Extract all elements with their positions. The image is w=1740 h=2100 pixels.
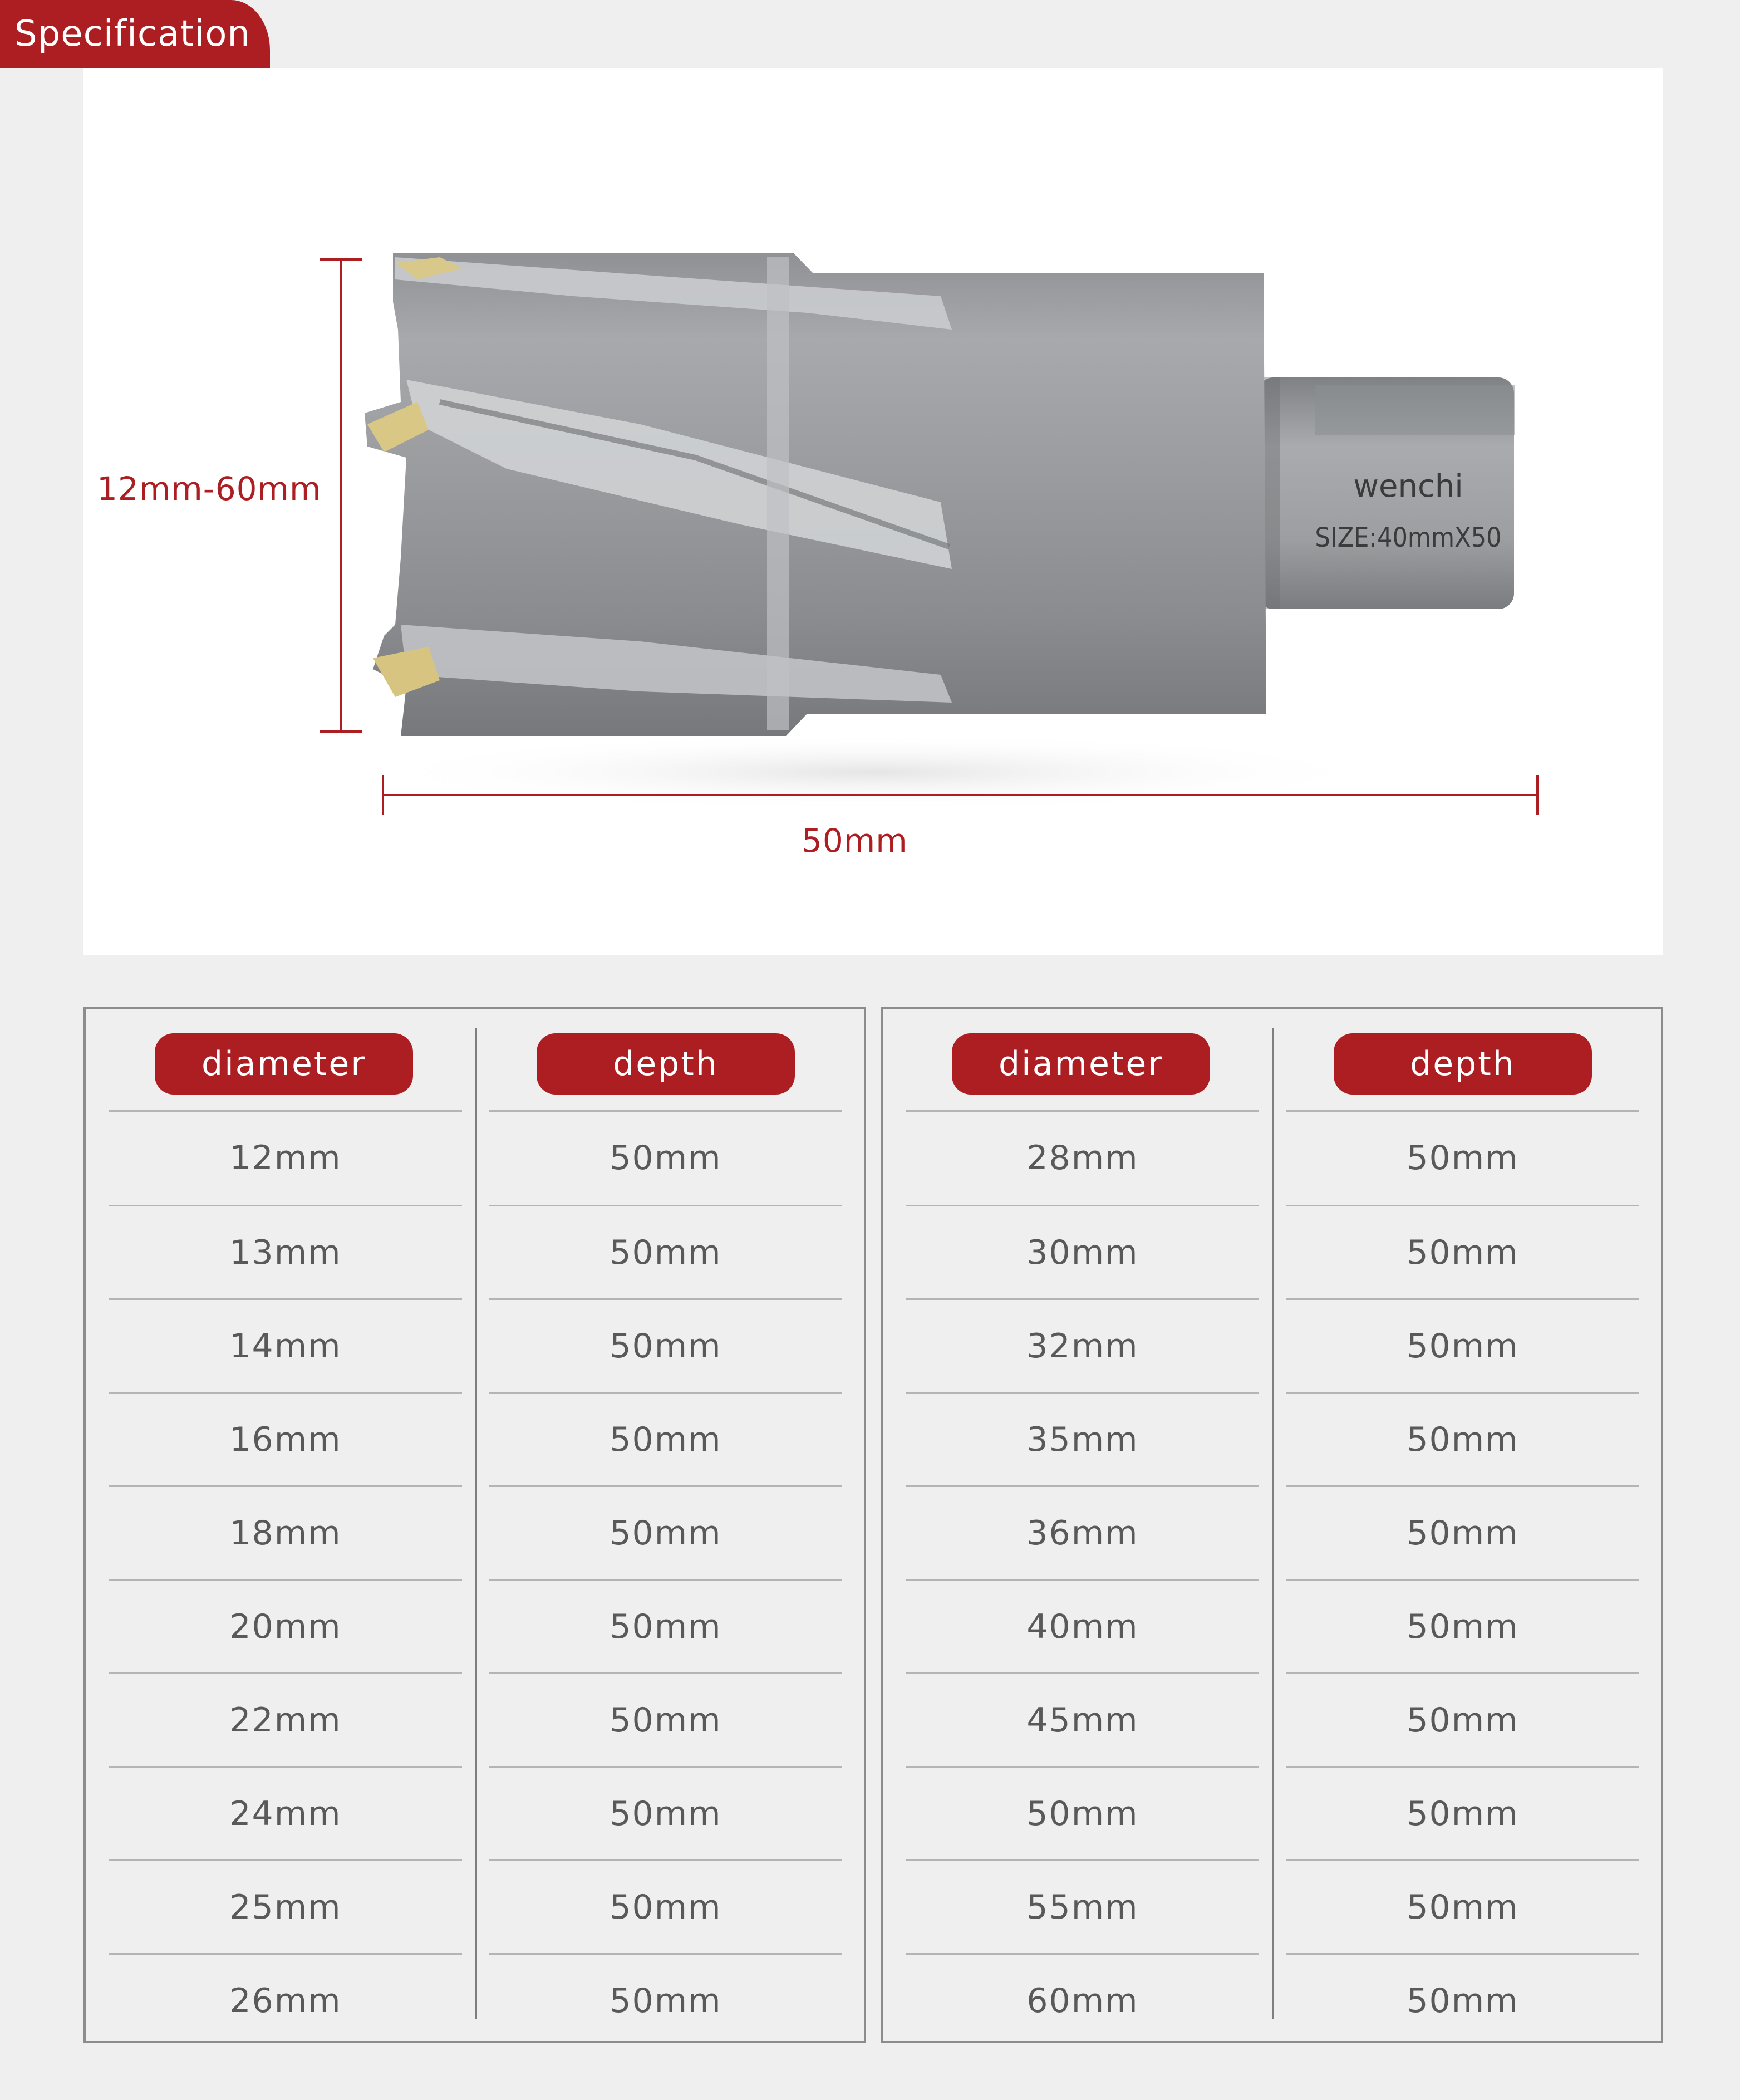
table-cell: 22mm [229, 1701, 342, 1740]
table-cell: 50mm [1407, 1420, 1519, 1459]
table-cell: 50mm [1407, 1233, 1519, 1272]
table-cell: 50mm [1407, 1139, 1519, 1177]
spec-table-left [83, 1007, 866, 2043]
table-cell: 20mm [229, 1607, 342, 1646]
shank-flat [1315, 385, 1515, 435]
table-cell: 12mm [229, 1139, 342, 1177]
table-cell: 24mm [229, 1794, 342, 1833]
table-cell: 50mm [610, 1607, 722, 1646]
brand-engraving: wenchi [1353, 468, 1463, 504]
table-cell: 50mm [610, 1233, 722, 1272]
table-cell: 25mm [229, 1888, 342, 1927]
height-dimension-label: 12mm-60mm [97, 470, 322, 508]
table-cell: 28mm [1026, 1139, 1139, 1177]
size-engraving: SIZE:40mmX50 [1315, 522, 1502, 553]
table-cell: 60mm [1026, 1981, 1139, 2020]
shadow [362, 733, 1386, 811]
table-cell: 40mm [1026, 1607, 1139, 1646]
column-divider [1272, 1028, 1274, 2019]
product-photo-panel [83, 68, 1663, 955]
table-cell: 50mm [1407, 1701, 1519, 1740]
table-cell: 35mm [1026, 1420, 1139, 1459]
diameter-header: diameter [952, 1033, 1210, 1095]
depth-header: depth [1334, 1033, 1592, 1095]
table-cell: 16mm [229, 1420, 342, 1459]
depth-header: depth [537, 1033, 795, 1095]
section-tag: Specification [0, 0, 270, 68]
table-cell: 50mm [610, 1981, 722, 2020]
table-cell: 32mm [1026, 1327, 1139, 1366]
table-cell: 50mm [1026, 1794, 1139, 1833]
table-cell: 50mm [1407, 1514, 1519, 1553]
column-divider [475, 1028, 477, 2019]
table-cell: 50mm [610, 1139, 722, 1177]
table-cell: 36mm [1026, 1514, 1139, 1553]
table-cell: 50mm [610, 1327, 722, 1366]
table-cell: 50mm [610, 1888, 722, 1927]
table-cell: 50mm [1407, 1794, 1519, 1833]
table-cell: 50mm [1407, 1888, 1519, 1927]
table-cell: 50mm [610, 1514, 722, 1553]
spec-table-right [881, 1007, 1663, 2043]
table-cell: 50mm [610, 1794, 722, 1833]
table-cell: 50mm [1407, 1607, 1519, 1646]
table-cell: 45mm [1026, 1701, 1139, 1740]
table-cell: 50mm [610, 1701, 722, 1740]
table-cell: 30mm [1026, 1233, 1139, 1272]
table-cell: 18mm [229, 1514, 342, 1553]
diameter-header: diameter [155, 1033, 413, 1095]
table-cell: 50mm [1407, 1327, 1519, 1366]
table-cell: 50mm [1407, 1981, 1519, 2020]
length-dimension-label: 50mm [802, 822, 908, 860]
table-cell: 14mm [229, 1327, 342, 1366]
table-cell: 50mm [610, 1420, 722, 1459]
table-cell: 55mm [1026, 1888, 1139, 1927]
table-cell: 26mm [229, 1981, 342, 2020]
table-cell: 13mm [229, 1233, 342, 1272]
